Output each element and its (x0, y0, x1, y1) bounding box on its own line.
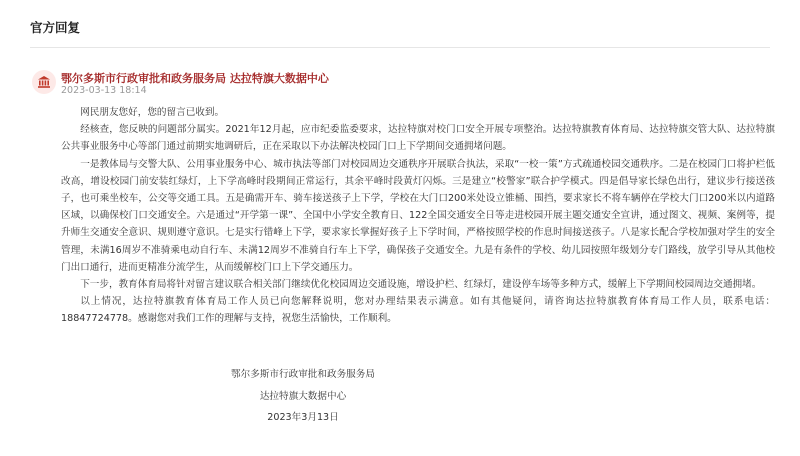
government-building-icon (32, 70, 56, 94)
reply-timestamp: 2023-03-13 18:14 (61, 85, 147, 96)
header-divider (30, 47, 770, 48)
reply-org-name: 鄂尔多斯市行政审批和政务服务局 达拉特旗大数据中心 (61, 72, 329, 85)
signature-org-line: 鄂尔多斯市行政审批和政务服务局 (231, 369, 375, 380)
section-title: 官方回复 (30, 20, 81, 35)
reply-paragraph: 下一步，教育体育局将针对留言建议联合相关部门继续优化校园周边交通设施，增设护栏、红绿灯，建设停车场等多种方式，缓解上下学期间校园周边交通拥堵。 (80, 279, 762, 291)
signature-center-line: 达拉特旗大数据中心 (259, 390, 347, 402)
government-building-icon-svg (37, 75, 51, 89)
reply-signature (188, 364, 418, 429)
reply-body (61, 104, 775, 328)
reply-paragraph: 经核查，您反映的问题部分属实。2021年12月起，应市纪委监委要求，达拉特旗对校门口安全开展专项整治。达拉特旗教育体育局、达拉特旗交管大队、达拉特旗公共事业服务中心等部门通过前期实地调研后，正在采取以下办法解决校园门口上下学期间交通拥堵问题。 (61, 124, 775, 153)
reply-paragraph: 以上情况，达拉特旗教育体育局工作人员已向您解释说明，您对办理结果表示满意。如有其他疑问，请咨询达拉特旗教育体育局工作人员，联系电话：18847724778。感谢您对我们工作的理解与支持，祝您生活愉快，工作顺利。 (61, 296, 775, 325)
reply-paragraph: 网民朋友您好，您的留言已收到。 (80, 107, 225, 118)
reply-paragraph: 一是教体局与交警大队、公用事业服务中心、城市执法等部门对校园周边交通秩序开展联合执法，采取“一校一策”方式疏通校园交通秩序。二是在校园门口将护栏低改高，增设校园门前安装红绿灯，上下学高峰时段期间正常运行，其余平峰时段黄灯闪烁。三是建立“校警家”联合护学模式。四是倡导家长绿色出行，建议步行接送孩子，也可乘坐校车，公交等交通工具。五是确需开车、骑车接送孩子上下学，学校在大门口200米处设立锥桶、围挡，要求家长不将车辆停在学校大门口200米以内道路区域，以确保校门口交通安全。六是通过“开学第一课”、全国中小学安全教育日、122全国交通安全日等走进校园开展主题交通安全宣讲，通过图文、视频、案例等，提升师生交通安全意识、规则遵守意识。七是实行错峰上下学，要求家长掌握好孩子上下学时间，严格按照学校的作息时间接送孩子。八是家长配合学校加强对学生的安全管理，未满16周岁不准骑乘电动自行车、未满12周岁不准骑自行车上下学，确保孩子交通安全。九是有条件的学校、幼儿园按照年级划分专门路线，放学引导从其他校门出口通行，进而更精准分流学生，从而缓解校门口上下学交通压力。 (61, 158, 775, 273)
signature-date: 2023年3月13日 (267, 412, 339, 423)
